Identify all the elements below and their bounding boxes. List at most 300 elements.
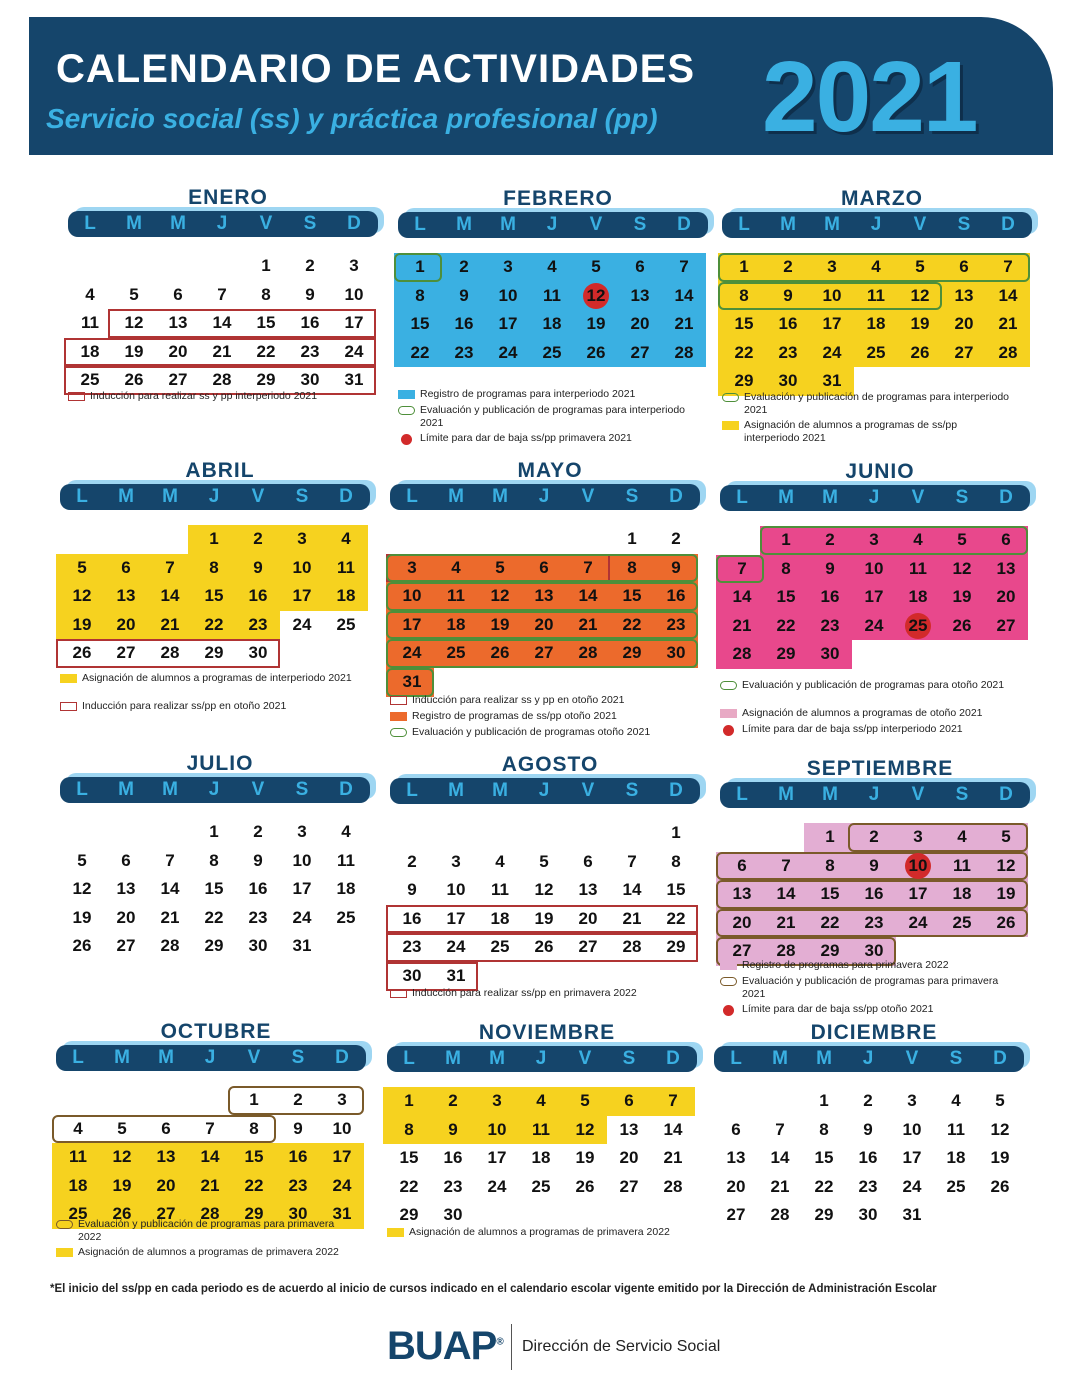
day-cell: 26 bbox=[996, 912, 1016, 932]
day-cell: 10 bbox=[822, 285, 842, 305]
day-cell: 11 bbox=[953, 855, 971, 875]
day-cell: 5 bbox=[957, 530, 967, 549]
day-cell: 26 bbox=[72, 936, 92, 956]
day-cell: 26 bbox=[586, 342, 606, 362]
legend-text: Asignación de alumnos a programas de interperiodo 2021 bbox=[82, 672, 352, 684]
weekday-header bbox=[60, 484, 370, 510]
day-cell: 2 bbox=[459, 257, 469, 276]
weekday-label: J bbox=[868, 487, 880, 508]
day-cell: 29 bbox=[820, 941, 840, 961]
day-cell: 23 bbox=[248, 907, 268, 927]
legend-swatch bbox=[398, 406, 415, 415]
day-cell: 13 bbox=[732, 884, 752, 904]
day-cell: 4 bbox=[951, 1091, 961, 1110]
weekday-label: V bbox=[251, 779, 265, 800]
day-cell: 13 bbox=[116, 879, 136, 899]
legend-swatch bbox=[720, 709, 737, 718]
day-cell: 27 bbox=[954, 342, 974, 362]
day-cell: 22 bbox=[399, 1176, 419, 1196]
weekday-label: V bbox=[581, 486, 595, 507]
day-cell: 22 bbox=[256, 341, 276, 361]
day-cell: 31 bbox=[332, 1204, 352, 1224]
day-cell: 22 bbox=[814, 1176, 834, 1196]
day-cell: 8 bbox=[671, 851, 681, 871]
day-cell: 12 bbox=[575, 1119, 595, 1139]
weekday-label: V bbox=[578, 1048, 592, 1069]
day-cell: 7 bbox=[205, 1118, 215, 1138]
weekday-label: M bbox=[126, 213, 142, 234]
day-cell: 12 bbox=[112, 1147, 132, 1167]
day-cell: 5 bbox=[539, 851, 549, 871]
month-name: DICIEMBRE bbox=[810, 1021, 938, 1044]
day-cell: 5 bbox=[77, 557, 87, 577]
day-cell: 31 bbox=[292, 936, 312, 956]
weekday-label: D bbox=[339, 779, 353, 800]
day-cell: 17 bbox=[344, 313, 364, 333]
day-cell: 15 bbox=[666, 880, 686, 900]
day-cell: 14 bbox=[663, 1119, 683, 1139]
day-cell: 30 bbox=[300, 370, 320, 390]
day-cell: 23 bbox=[666, 614, 686, 634]
day-cell: 22 bbox=[734, 342, 754, 362]
day-cell: 7 bbox=[737, 558, 747, 578]
legend-swatch bbox=[720, 681, 737, 690]
day-cell: 22 bbox=[204, 614, 224, 634]
month-name: JUNIO bbox=[845, 460, 915, 483]
weekday-label: L bbox=[76, 779, 88, 800]
day-cell: 18 bbox=[80, 341, 100, 361]
weekday-label: M bbox=[772, 1048, 788, 1069]
day-cell: 14 bbox=[674, 285, 694, 305]
month-name: FEBRERO bbox=[503, 187, 613, 210]
day-cell: 5 bbox=[915, 257, 925, 276]
weekday-header bbox=[60, 777, 370, 803]
day-cell: 19 bbox=[112, 1175, 132, 1195]
legend-swatch bbox=[398, 390, 415, 399]
weekday-label: L bbox=[403, 1048, 415, 1069]
month-name: ABRIL bbox=[185, 459, 255, 482]
day-cell: 1 bbox=[415, 257, 425, 276]
day-cell: 10 bbox=[864, 558, 884, 578]
day-cell: 8 bbox=[209, 557, 219, 577]
weekday-label: M bbox=[489, 1048, 505, 1069]
day-cell: 27 bbox=[168, 370, 188, 390]
day-cell: 22 bbox=[776, 615, 796, 635]
day-cell: 2 bbox=[293, 1090, 303, 1109]
day-cell: 5 bbox=[995, 1091, 1005, 1110]
weekday-label: L bbox=[84, 213, 96, 234]
day-cell: 2 bbox=[671, 529, 681, 548]
day-cell: 7 bbox=[781, 855, 791, 875]
day-cell: 3 bbox=[451, 851, 461, 871]
logo-brand: BUAP bbox=[387, 1324, 497, 1368]
day-cell: 19 bbox=[996, 884, 1016, 904]
day-cell: 27 bbox=[578, 937, 598, 957]
day-cell: 1 bbox=[209, 529, 219, 548]
day-cell: 10 bbox=[902, 1119, 922, 1139]
legend-text: Evaluación y publicación de programas para interperiodo 2021 bbox=[420, 404, 685, 429]
month-name: ENERO bbox=[188, 186, 268, 209]
day-cell: 18 bbox=[946, 1148, 966, 1168]
day-cell: 17 bbox=[446, 908, 466, 928]
day-cell: 16 bbox=[454, 314, 474, 334]
legend-text: Evaluación y publicación de programas para interperiodo 2021 bbox=[744, 391, 1009, 416]
legend-text: Evaluación y publicación de programas otoño 2021 bbox=[412, 726, 651, 738]
day-cell: 17 bbox=[908, 884, 928, 904]
day-cell: 5 bbox=[117, 1118, 127, 1138]
day-cell: 20 bbox=[578, 908, 598, 928]
weekday-label: L bbox=[738, 214, 750, 235]
day-cell: 20 bbox=[156, 1175, 176, 1195]
month-name: MAYO bbox=[517, 459, 583, 482]
day-cell: 30 bbox=[820, 644, 840, 664]
day-cell: 21 bbox=[578, 614, 598, 634]
day-cell: 16 bbox=[443, 1148, 463, 1168]
day-cell: 26 bbox=[72, 643, 92, 663]
day-cell: 25 bbox=[336, 614, 356, 634]
day-cell: 30 bbox=[248, 643, 268, 663]
day-cell: 25 bbox=[446, 643, 466, 663]
day-cell: 8 bbox=[249, 1118, 259, 1138]
day-cell: 24 bbox=[902, 1176, 922, 1196]
weekday-label: D bbox=[993, 1048, 1007, 1069]
day-cell: 24 bbox=[498, 342, 518, 362]
day-cell: 11 bbox=[81, 313, 99, 333]
day-cell: 30 bbox=[666, 643, 686, 663]
day-cell: 10 bbox=[292, 557, 312, 577]
day-cell: 15 bbox=[820, 884, 840, 904]
weekday-label: M bbox=[448, 486, 464, 507]
legend-text: Límite para dar de baja ss/pp interperiodo 2021 bbox=[742, 723, 963, 735]
day-cell: 23 bbox=[864, 912, 884, 932]
day-cell: 1 bbox=[249, 1090, 259, 1109]
weekday-label: M bbox=[778, 487, 794, 508]
legend-text: Inducción para realizar ss/pp en primavera 2022 bbox=[412, 987, 637, 999]
legend-text: Asignación de alumnos a programas de otoño 2021 bbox=[742, 707, 983, 719]
weekday-label: S bbox=[949, 1048, 963, 1069]
day-cell: 1 bbox=[781, 530, 791, 549]
day-cell: 20 bbox=[168, 341, 188, 361]
day-cell: 25 bbox=[946, 1176, 966, 1196]
weekday-label: M bbox=[492, 780, 508, 801]
day-cell: 27 bbox=[116, 643, 136, 663]
day-cell: 14 bbox=[578, 586, 598, 606]
day-cell: 25 bbox=[542, 342, 562, 362]
day-cell: 3 bbox=[349, 256, 359, 275]
legend-text: Registro de programas para primavera 2022 bbox=[742, 959, 949, 971]
day-cell: 16 bbox=[248, 879, 268, 899]
weekday-header bbox=[390, 484, 700, 510]
day-cell: 23 bbox=[858, 1176, 878, 1196]
legend-swatch bbox=[60, 702, 77, 711]
day-cell: 14 bbox=[998, 285, 1018, 305]
day-cell: 30 bbox=[858, 1205, 878, 1225]
day-cell: 22 bbox=[410, 342, 430, 362]
day-cell: 19 bbox=[575, 1148, 595, 1168]
day-cell: 15 bbox=[814, 1148, 834, 1168]
day-cell: 25 bbox=[80, 370, 100, 390]
logo-unit-name: Dirección de Servicio Social bbox=[522, 1338, 721, 1355]
day-cell: 2 bbox=[448, 1091, 458, 1110]
day-cell: 23 bbox=[288, 1175, 308, 1195]
day-cell: 12 bbox=[124, 313, 144, 333]
legend-swatch bbox=[390, 728, 407, 737]
day-cell: 14 bbox=[212, 313, 232, 333]
day-cell: 24 bbox=[344, 341, 364, 361]
day-cell: 13 bbox=[954, 285, 974, 305]
day-cell: 24 bbox=[292, 907, 312, 927]
day-cell: 18 bbox=[68, 1175, 88, 1195]
day-cell: 28 bbox=[776, 941, 796, 961]
day-cell: 10 bbox=[487, 1119, 507, 1139]
weekday-label: J bbox=[535, 1048, 547, 1069]
day-cell: 21 bbox=[200, 1175, 220, 1195]
day-cell: 6 bbox=[959, 257, 969, 276]
day-cell: 14 bbox=[776, 884, 796, 904]
day-cell: 27 bbox=[619, 1176, 639, 1196]
day-cell: 20 bbox=[726, 1176, 746, 1196]
day-cell: 17 bbox=[822, 314, 842, 334]
weekday-label: M bbox=[822, 487, 838, 508]
weekday-label: J bbox=[538, 486, 550, 507]
day-cell: 24 bbox=[332, 1175, 352, 1195]
day-cell: 21 bbox=[732, 615, 752, 635]
day-cell: 7 bbox=[165, 557, 175, 577]
day-cell: 19 bbox=[124, 341, 144, 361]
weekday-header bbox=[390, 778, 700, 804]
day-cell: 30 bbox=[288, 1204, 308, 1224]
day-cell: 27 bbox=[732, 941, 752, 961]
day-cell: 5 bbox=[1001, 827, 1011, 846]
day-cell: 19 bbox=[952, 587, 972, 607]
day-cell: 9 bbox=[448, 1119, 458, 1139]
day-cell: 29 bbox=[814, 1205, 834, 1225]
day-cell: 19 bbox=[72, 907, 92, 927]
legend-text: Límite para dar de baja ss/pp otoño 2021 bbox=[742, 1003, 934, 1015]
day-cell: 7 bbox=[668, 1091, 678, 1110]
day-cell: 2 bbox=[783, 257, 793, 276]
day-cell: 28 bbox=[622, 937, 642, 957]
legend-text: Evaluación y publicación de programas para primavera 2022 bbox=[78, 1218, 335, 1243]
legend-swatch bbox=[56, 1248, 73, 1257]
day-cell: 7 bbox=[679, 257, 689, 276]
day-cell: 6 bbox=[121, 850, 131, 870]
day-cell: 1 bbox=[739, 257, 749, 276]
day-cell: 10 bbox=[498, 285, 518, 305]
day-cell: 15 bbox=[734, 314, 754, 334]
legend-swatch bbox=[401, 434, 412, 445]
buap-logo bbox=[387, 1324, 503, 1369]
day-cell: 5 bbox=[77, 850, 87, 870]
day-cell: 23 bbox=[443, 1176, 463, 1196]
day-cell: 6 bbox=[737, 855, 747, 875]
weekday-label: D bbox=[339, 486, 353, 507]
day-cell: 16 bbox=[288, 1147, 308, 1167]
day-cell: 3 bbox=[913, 827, 923, 846]
day-cell: 3 bbox=[827, 257, 837, 276]
day-cell: 7 bbox=[775, 1119, 785, 1139]
day-cell: 5 bbox=[591, 257, 601, 276]
weekday-label: V bbox=[581, 780, 595, 801]
day-cell: 12 bbox=[534, 880, 554, 900]
weekday-label: J bbox=[204, 1047, 216, 1068]
day-cell: 16 bbox=[300, 313, 320, 333]
day-cell: 26 bbox=[910, 342, 930, 362]
day-cell: 20 bbox=[732, 912, 752, 932]
day-cell: 17 bbox=[332, 1147, 352, 1167]
day-cell: 28 bbox=[663, 1176, 683, 1196]
weekday-label: V bbox=[913, 214, 927, 235]
day-cell: 9 bbox=[825, 558, 835, 578]
day-cell: 9 bbox=[863, 1119, 873, 1139]
day-cell: 23 bbox=[248, 614, 268, 634]
day-cell: 2 bbox=[863, 1091, 873, 1110]
day-cell: 22 bbox=[244, 1175, 264, 1195]
day-cell: 15 bbox=[256, 313, 276, 333]
day-cell: 18 bbox=[490, 908, 510, 928]
legend-swatch bbox=[720, 977, 737, 986]
day-cell: 15 bbox=[204, 879, 224, 899]
day-cell: 26 bbox=[112, 1204, 132, 1224]
legend-swatch bbox=[720, 961, 737, 970]
day-cell: 8 bbox=[739, 285, 749, 305]
weekday-label: M bbox=[456, 214, 472, 235]
day-cell: 22 bbox=[204, 907, 224, 927]
legend-swatch bbox=[390, 712, 407, 721]
day-cell: 3 bbox=[869, 530, 879, 549]
day-cell: 8 bbox=[261, 284, 271, 304]
day-cell: 15 bbox=[776, 587, 796, 607]
weekday-label: L bbox=[406, 486, 418, 507]
day-cell: 25 bbox=[490, 937, 510, 957]
day-cell: 4 bbox=[451, 557, 461, 577]
day-cell: 27 bbox=[156, 1204, 176, 1224]
day-cell: 12 bbox=[910, 285, 930, 305]
day-cell: 25 bbox=[952, 912, 972, 932]
weekday-label: J bbox=[538, 780, 550, 801]
day-cell: 16 bbox=[858, 1148, 878, 1168]
weekday-label: S bbox=[957, 214, 971, 235]
day-cell: 17 bbox=[402, 614, 422, 634]
day-cell: 25 bbox=[68, 1204, 88, 1224]
day-cell: 18 bbox=[952, 884, 972, 904]
day-cell: 6 bbox=[173, 284, 183, 304]
day-cell: 31 bbox=[344, 370, 364, 390]
weekday-header bbox=[714, 1046, 1024, 1072]
day-cell: 16 bbox=[778, 314, 798, 334]
legend-swatch bbox=[723, 725, 734, 736]
footnote: *El inicio del ss/pp en cada periodo es de acuerdo al inicio de cursos indicado en el calendario escolar vigente emitido por la Dirección de Administración Escolar bbox=[50, 1283, 937, 1295]
day-cell: 2 bbox=[253, 822, 263, 841]
day-cell: 1 bbox=[404, 1091, 414, 1110]
day-cell: 30 bbox=[402, 966, 422, 985]
weekday-label: M bbox=[778, 784, 794, 805]
day-cell: 3 bbox=[297, 529, 307, 548]
month-name: AGOSTO bbox=[501, 753, 599, 776]
weekday-label: S bbox=[622, 1048, 636, 1069]
day-cell: 29 bbox=[256, 370, 276, 390]
day-cell: 11 bbox=[867, 285, 885, 305]
day-cell: 4 bbox=[547, 257, 557, 276]
day-cell: 11 bbox=[491, 880, 509, 900]
day-cell: 28 bbox=[212, 370, 232, 390]
day-cell: 31 bbox=[402, 672, 422, 691]
weekday-label: D bbox=[335, 1047, 349, 1068]
day-cell: 25 bbox=[908, 615, 928, 635]
day-cell: 14 bbox=[200, 1147, 220, 1167]
legend-text: Registro de programas para interperiodo 2021 bbox=[420, 388, 636, 400]
day-cell: 21 bbox=[622, 908, 642, 928]
day-cell: 17 bbox=[487, 1148, 507, 1168]
day-cell: 21 bbox=[998, 314, 1018, 334]
day-cell: 7 bbox=[583, 557, 593, 577]
day-cell: 8 bbox=[415, 285, 425, 305]
day-cell: 24 bbox=[908, 912, 928, 932]
day-cell: 22 bbox=[666, 908, 686, 928]
day-cell: 16 bbox=[820, 587, 840, 607]
weekday-label: M bbox=[816, 1048, 832, 1069]
day-cell: 30 bbox=[443, 1205, 463, 1225]
weekday-label: D bbox=[669, 780, 683, 801]
day-cell: 9 bbox=[671, 557, 681, 577]
day-cell: 28 bbox=[732, 644, 752, 664]
day-cell: 21 bbox=[160, 614, 180, 634]
day-cell: 20 bbox=[954, 314, 974, 334]
weekday-label: D bbox=[347, 213, 361, 234]
day-cell: 20 bbox=[534, 614, 554, 634]
day-cell: 6 bbox=[161, 1118, 171, 1138]
weekday-label: L bbox=[406, 780, 418, 801]
day-cell: 7 bbox=[1003, 257, 1013, 276]
weekday-label: V bbox=[911, 784, 925, 805]
day-cell: 29 bbox=[666, 937, 686, 957]
day-cell: 6 bbox=[731, 1119, 741, 1139]
day-cell: 27 bbox=[534, 643, 554, 663]
day-cell: 12 bbox=[490, 586, 510, 606]
day-cell: 4 bbox=[341, 529, 351, 548]
day-cell: 20 bbox=[996, 587, 1016, 607]
day-cell: 25 bbox=[866, 342, 886, 362]
weekday-label: L bbox=[76, 486, 88, 507]
legend-text: Inducción para realizar ss y pp interperiodo 2021 bbox=[90, 390, 318, 402]
day-cell: 3 bbox=[407, 557, 417, 577]
day-cell: 31 bbox=[822, 371, 842, 391]
day-cell: 29 bbox=[622, 643, 642, 663]
day-cell: 13 bbox=[726, 1148, 746, 1168]
day-cell: 10 bbox=[332, 1118, 352, 1138]
weekday-header bbox=[387, 1046, 697, 1072]
day-cell: 9 bbox=[305, 284, 315, 304]
day-cell: 12 bbox=[586, 285, 606, 305]
day-cell: 28 bbox=[200, 1204, 220, 1224]
weekday-label: D bbox=[669, 486, 683, 507]
day-cell: 8 bbox=[819, 1119, 829, 1139]
day-cell: 7 bbox=[165, 850, 175, 870]
day-cell: 15 bbox=[244, 1147, 264, 1167]
day-cell: 18 bbox=[542, 314, 562, 334]
legend-text: Evaluación y publicación de programas para otoño 2021 bbox=[742, 679, 1005, 691]
weekday-label: D bbox=[666, 1048, 680, 1069]
weekday-label: M bbox=[158, 1047, 174, 1068]
day-cell: 29 bbox=[399, 1205, 419, 1225]
weekday-label: J bbox=[216, 213, 228, 234]
day-cell: 23 bbox=[454, 342, 474, 362]
weekday-label: D bbox=[677, 214, 691, 235]
legend-swatch bbox=[60, 674, 77, 683]
legend-swatch bbox=[722, 393, 739, 402]
day-cell: 17 bbox=[292, 879, 312, 899]
day-cell: 12 bbox=[72, 586, 92, 606]
